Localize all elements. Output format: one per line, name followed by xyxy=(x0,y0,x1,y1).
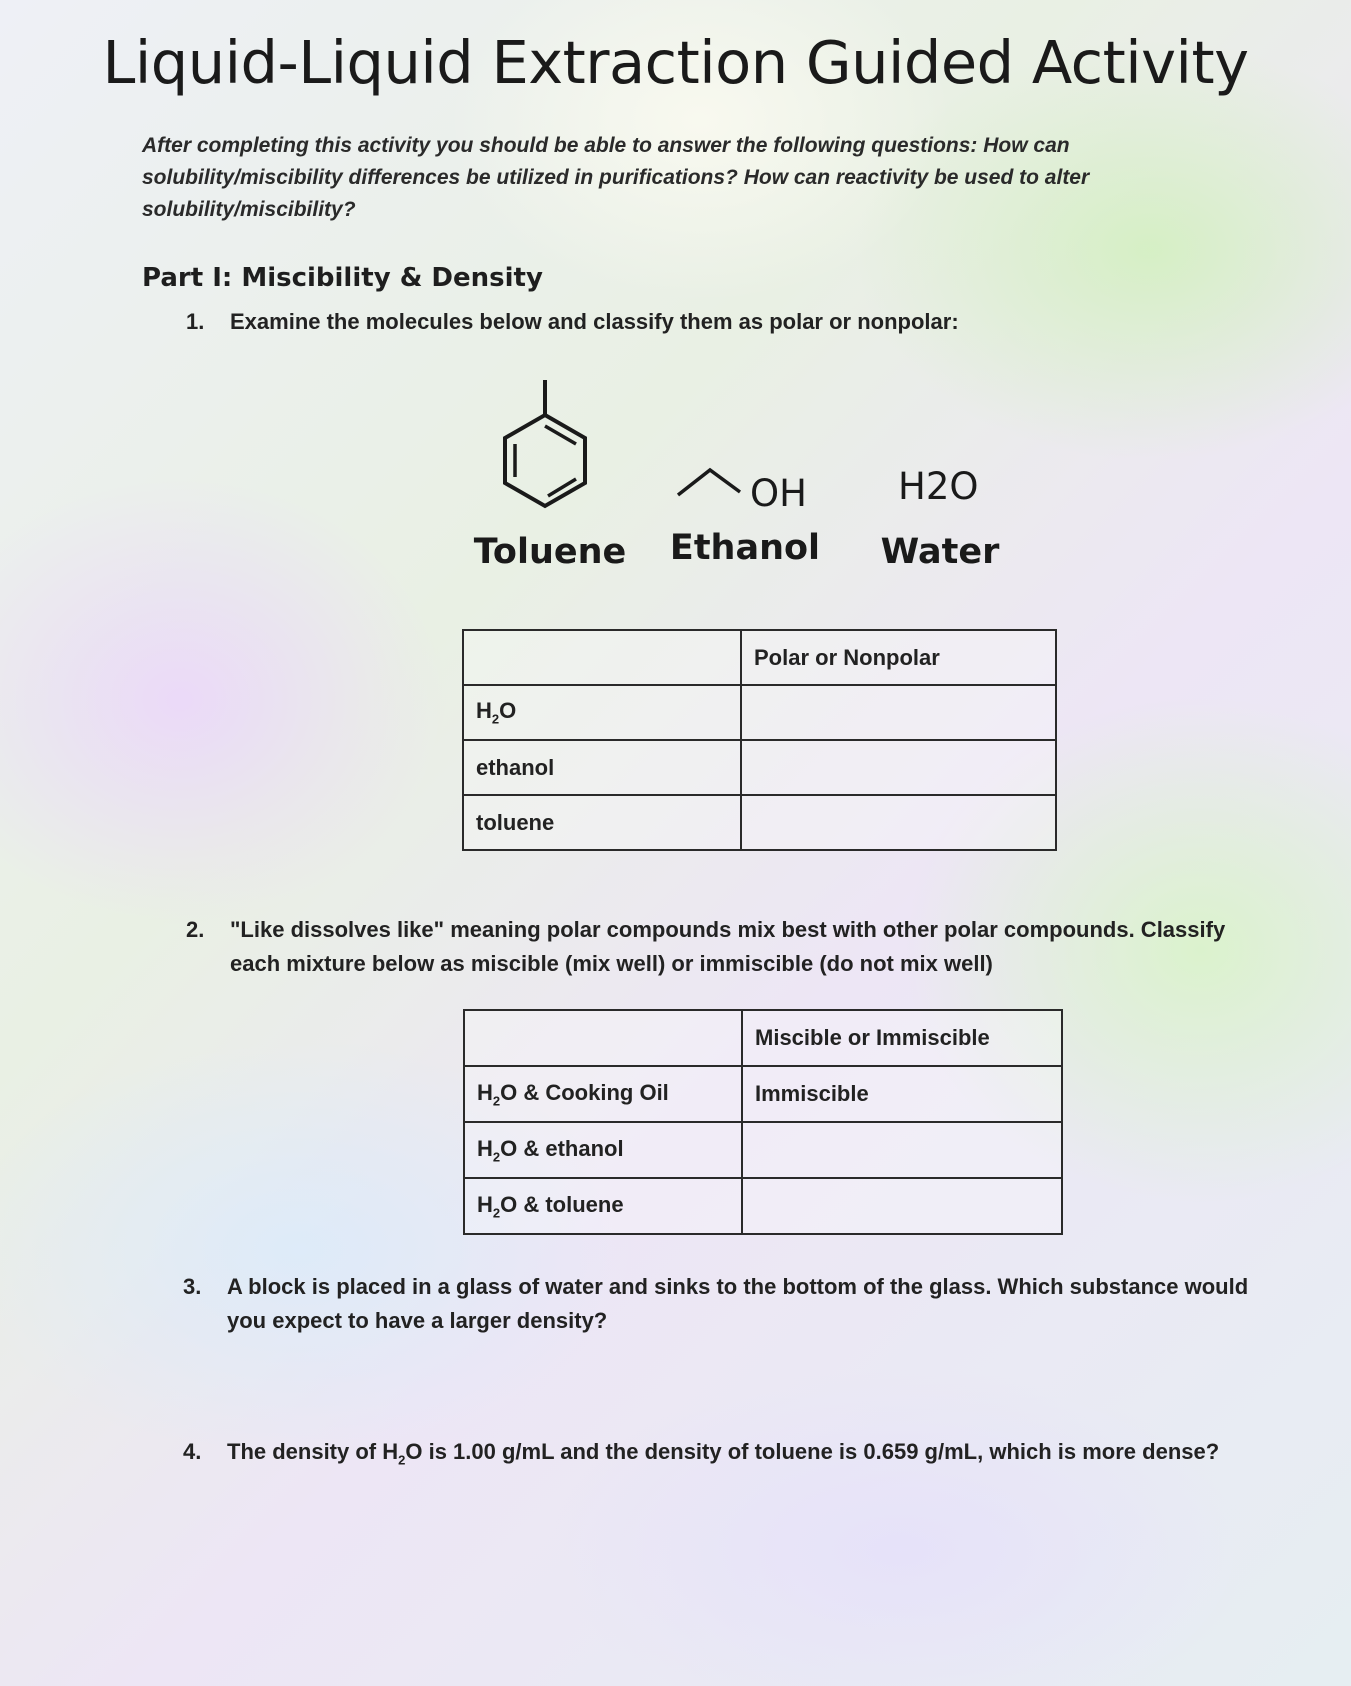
formula-2: 2 xyxy=(925,465,950,508)
table-header-row xyxy=(464,1010,1062,1066)
polarity-table xyxy=(462,629,1057,851)
part-heading: Part I: Miscibility & Density xyxy=(142,263,543,293)
toluene-structure xyxy=(490,375,600,525)
table-row xyxy=(463,795,1056,850)
label-h: H xyxy=(477,1079,493,1105)
formula-h: H xyxy=(898,465,926,508)
table-row xyxy=(464,1066,1062,1122)
q4-subscript: 2 xyxy=(398,1452,406,1468)
table-row xyxy=(464,1122,1062,1178)
table-header-row xyxy=(463,630,1056,685)
label-h: H xyxy=(476,698,492,724)
question-text-line1: A block is placed in a glass of water and sinks to the bottom of the glass. Which substance would xyxy=(227,1274,1249,1299)
page-title: Liquid-Liquid Extraction Guided Activity xyxy=(102,28,1249,97)
question-number: 1. xyxy=(186,309,205,334)
answer-cell-toluene[interactable] xyxy=(741,795,1056,850)
question-2 xyxy=(186,913,1306,985)
table-row xyxy=(463,685,1056,740)
table-row xyxy=(463,740,1056,795)
table-header-miscibility: Miscible or Immiscible xyxy=(742,1010,1062,1066)
toluene-label: Toluene xyxy=(473,532,627,572)
q4-text-end: O is 1.00 g/mL and the density of toluene is 0.659 g/mL, which is more dense? xyxy=(405,1439,1220,1464)
question-text xyxy=(227,1435,1219,1477)
label-h: H xyxy=(477,1191,493,1217)
row-label-h2o-toluene xyxy=(464,1178,742,1234)
row-label-h2o-ethanol xyxy=(464,1122,742,1178)
formula-o: O xyxy=(949,465,979,508)
label-sub: 2 xyxy=(492,1149,501,1165)
miscibility-table xyxy=(463,1009,1063,1235)
intro-paragraph: After completing this activity you should be able to answer the following questions: How can solubility/miscibility differences be utilized in purifications? How can reactivity be used to alter solubility/miscibility? xyxy=(142,134,1090,221)
answer-cell-h2o[interactable] xyxy=(741,685,1056,740)
row-label-h2o xyxy=(463,685,741,740)
table-header-polarity: Polar or Nonpolar xyxy=(741,630,1056,685)
ethanol-structure xyxy=(675,460,745,500)
question-number: 3. xyxy=(183,1274,202,1299)
water-label: Water xyxy=(880,532,1000,572)
label-sub: 2 xyxy=(492,1093,501,1109)
table-header-blank xyxy=(464,1010,742,1066)
label-o: O xyxy=(499,698,517,724)
answer-cell-h2o-oil[interactable]: Immiscible xyxy=(742,1066,1062,1122)
water-formula xyxy=(898,465,979,508)
label-h: H xyxy=(477,1135,493,1161)
label-sub: 2 xyxy=(491,711,500,727)
answer-cell-h2o-ethanol[interactable] xyxy=(742,1122,1062,1178)
label-rest: O & Cooking Oil xyxy=(500,1079,669,1105)
q4-text-start: The density of H xyxy=(227,1439,399,1464)
question-number: 4. xyxy=(183,1439,202,1464)
question-1 xyxy=(186,305,1186,341)
question-text-line1: "Like dissolves like" meaning polar compounds mix best with other polar compounds. Classify xyxy=(230,917,1226,942)
question-text-line2: you expect to have a larger density? xyxy=(227,1308,608,1333)
question-number: 2. xyxy=(186,917,205,942)
table-row xyxy=(464,1178,1062,1234)
row-label-h2o-oil xyxy=(464,1066,742,1122)
row-label-toluene: toluene xyxy=(463,795,741,850)
question-text: Examine the molecules below and classify them as polar or nonpolar: xyxy=(230,309,959,334)
label-rest: O & toluene xyxy=(500,1191,624,1217)
table-header-blank xyxy=(463,630,741,685)
label-sub: 2 xyxy=(492,1205,501,1221)
label-rest: O & ethanol xyxy=(500,1135,624,1161)
answer-cell-h2o-toluene[interactable] xyxy=(742,1178,1062,1234)
question-4 xyxy=(183,1435,1333,1475)
row-label-ethanol: ethanol xyxy=(463,740,741,795)
question-text-line2: each mixture below as miscible (mix well) or immiscible (do not mix well) xyxy=(230,951,993,976)
question-3 xyxy=(183,1270,1333,1342)
ethanol-label: Ethanol xyxy=(669,528,821,568)
answer-cell-ethanol[interactable] xyxy=(741,740,1056,795)
ethanol-oh-label: OH xyxy=(750,472,807,515)
